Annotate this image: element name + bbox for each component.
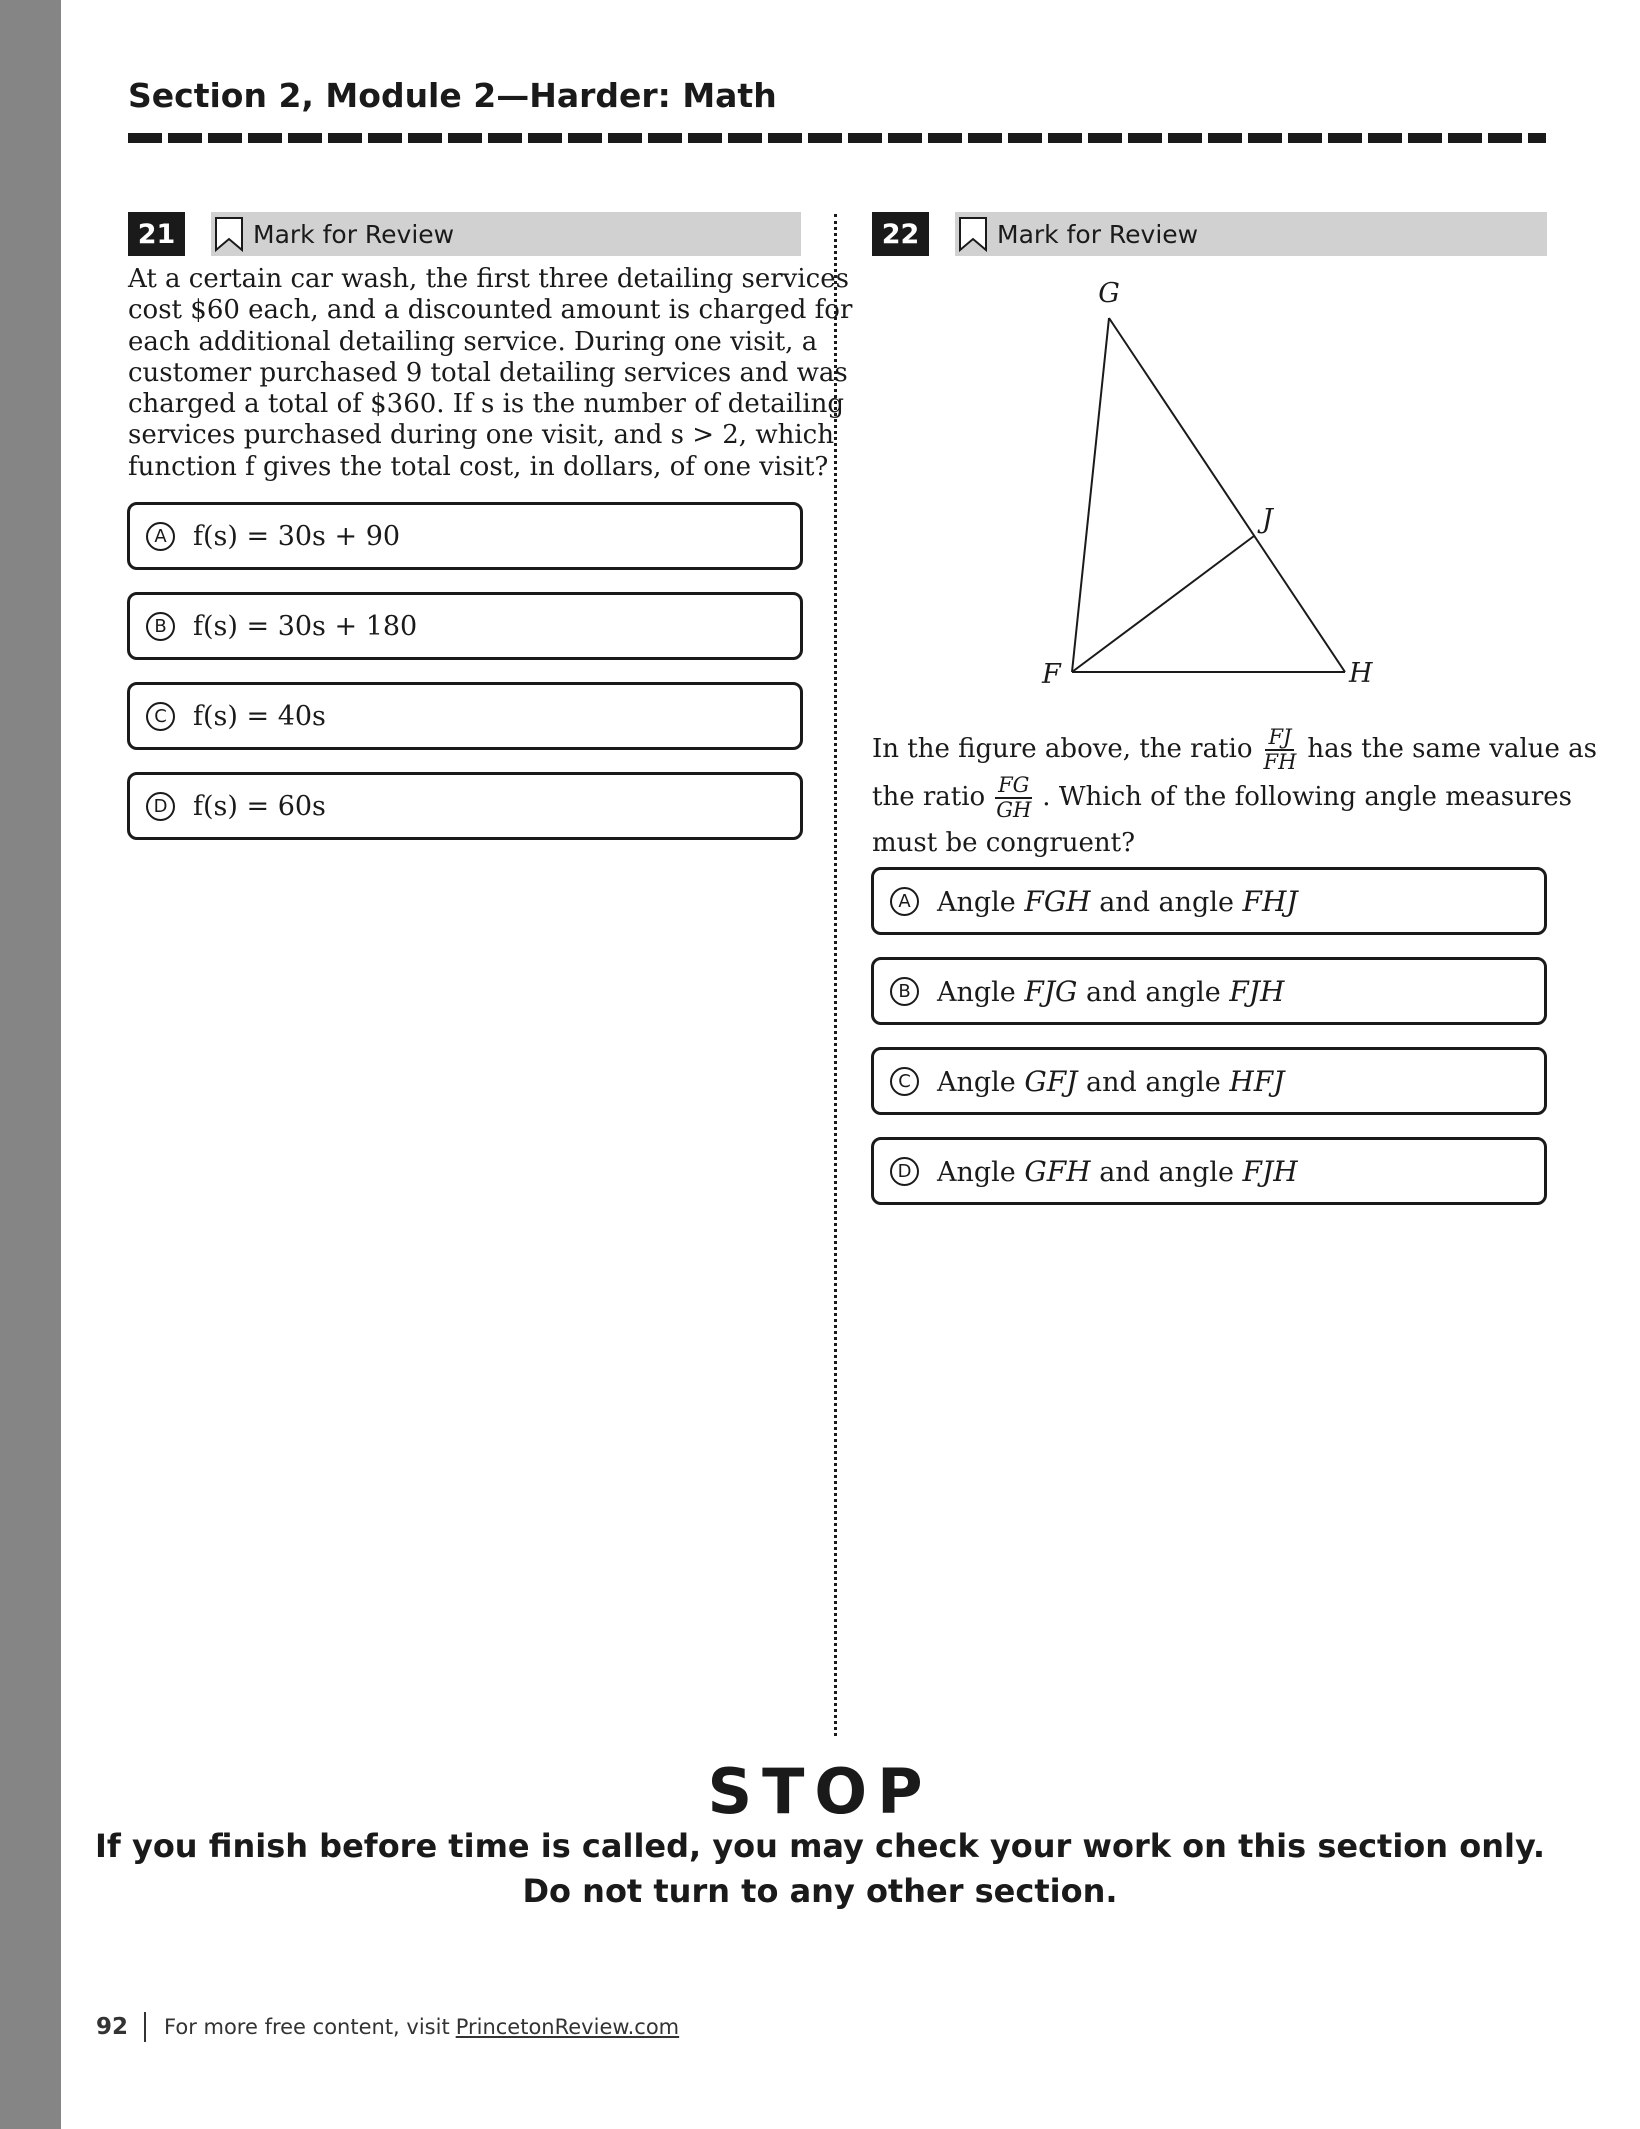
word: and angle [1086,1066,1221,1098]
choice-letter: C [146,702,175,731]
fraction-denominator: FH [1263,750,1297,774]
word: and angle [1086,976,1221,1008]
word: Angle [937,1156,1016,1188]
choice-text: f(s) = 60s [193,790,326,822]
choice-letter: B [890,977,919,1006]
q21-stem [128,264,852,483]
angle-name: GFH [1024,1154,1091,1188]
bookmark-icon[interactable] [957,215,989,253]
q21-choice-d[interactable] [127,772,803,840]
choice-letter: B [146,612,175,641]
footer-text: For more free content, visit [164,2015,450,2039]
angle-name: FJH [1242,1154,1298,1188]
footer-link[interactable]: PrincetonReview.com [455,2015,680,2039]
segment-fj [1072,536,1254,672]
q21-stem-line: customer purchased 9 total detailing services and was [128,357,848,388]
triangle-figure [1000,270,1400,700]
choice-text [937,975,1284,1008]
fraction-denominator: GH [996,798,1032,822]
q22-stem-line-3: must be congruent? [872,828,1136,858]
fraction-numerator: FJ [1265,726,1294,751]
stop-instruction-2: Do not turn to any other section. [522,1872,1118,1910]
stop-instruction-1: If you finish before time is called, you may check your work on this section only. [94,1827,1546,1865]
q21-choice-c[interactable] [127,682,803,750]
choice-letter: A [146,522,175,551]
footer-separator [144,2012,146,2042]
word: Angle [937,976,1016,1008]
q21-stem-line: services purchased during one visit, and s > 2, which [128,420,834,451]
q22-choice-b[interactable] [871,957,1547,1025]
bookmark-icon[interactable] [213,215,245,253]
choice-text: f(s) = 40s [193,700,326,732]
label-j: J [1262,504,1273,535]
q21-stem-line: charged a total of $360. If s is the number of detailing [128,389,845,420]
page-footer [96,2012,679,2042]
page-number: 92 [96,2014,129,2040]
choice-letter: D [890,1157,919,1186]
q22-choice-a[interactable] [871,867,1547,935]
label-f: F [1042,659,1061,690]
q22-mark-for-review[interactable]: Mark for Review [997,219,1199,249]
stop-title: STOP [707,1755,933,1828]
q22-stem-text: the ratio [872,782,986,812]
q22-choice-c[interactable] [871,1047,1547,1115]
choice-letter: D [146,792,175,821]
q22-stem [872,726,1597,865]
choice-letter: C [890,1067,919,1096]
word: Angle [937,1066,1016,1098]
word: and angle [1099,886,1234,918]
label-g: G [1098,278,1120,309]
q21-stem-line: each additional detailing service. During one visit, a [128,326,818,357]
choice-text: f(s) = 30s + 180 [193,610,418,642]
q22-stem-line-2 [872,774,1597,822]
q21-choice-b[interactable] [127,592,803,660]
q21-choice-a[interactable] [127,502,803,570]
angle-name: FHJ [1242,884,1298,918]
q22-stem-text: has the same value as [1307,734,1598,764]
word: and angle [1099,1156,1234,1188]
fraction-numerator: FG [995,774,1032,799]
q21-stem-line: function f gives the total cost, in dollars, of one visit? [128,451,829,482]
q21-stem-line: At a certain car wash, the first three detailing services [128,264,849,294]
choice-text [937,1155,1298,1188]
angle-name: FJH [1229,974,1285,1008]
choice-letter: A [890,887,919,916]
angle-name: HFJ [1229,1064,1285,1098]
label-h: H [1349,658,1373,689]
section-title: Section 2, Module 2—Harder: Math [128,76,777,115]
fraction-fg-gh [993,774,1034,822]
q22-stem-text: In the figure above, the ratio [872,734,1253,764]
choice-text [937,885,1298,918]
choice-text: f(s) = 30s + 90 [193,520,401,552]
choice-text [937,1065,1284,1098]
header-dashed-rule [128,133,1546,143]
q22-number: 22 [872,212,929,256]
angle-name: GFJ [1024,1064,1078,1098]
fraction-fj-fh [1261,726,1300,774]
segment-gf [1072,318,1109,672]
q22-stem-line-1 [872,726,1597,774]
q22-stem-text: . Which of the following angle measures [1042,782,1572,812]
angle-name: FJG [1024,974,1078,1008]
q22-choice-d[interactable] [871,1137,1547,1205]
q22-header-bar [872,212,1547,256]
q21-mark-for-review[interactable]: Mark for Review [253,219,455,249]
word: Angle [937,886,1016,918]
q21-stem-line: cost $60 each, and a discounted amount is charged for [128,295,853,326]
q21-header-bar [128,212,801,256]
angle-name: FGH [1024,884,1091,918]
q21-number: 21 [128,212,185,256]
